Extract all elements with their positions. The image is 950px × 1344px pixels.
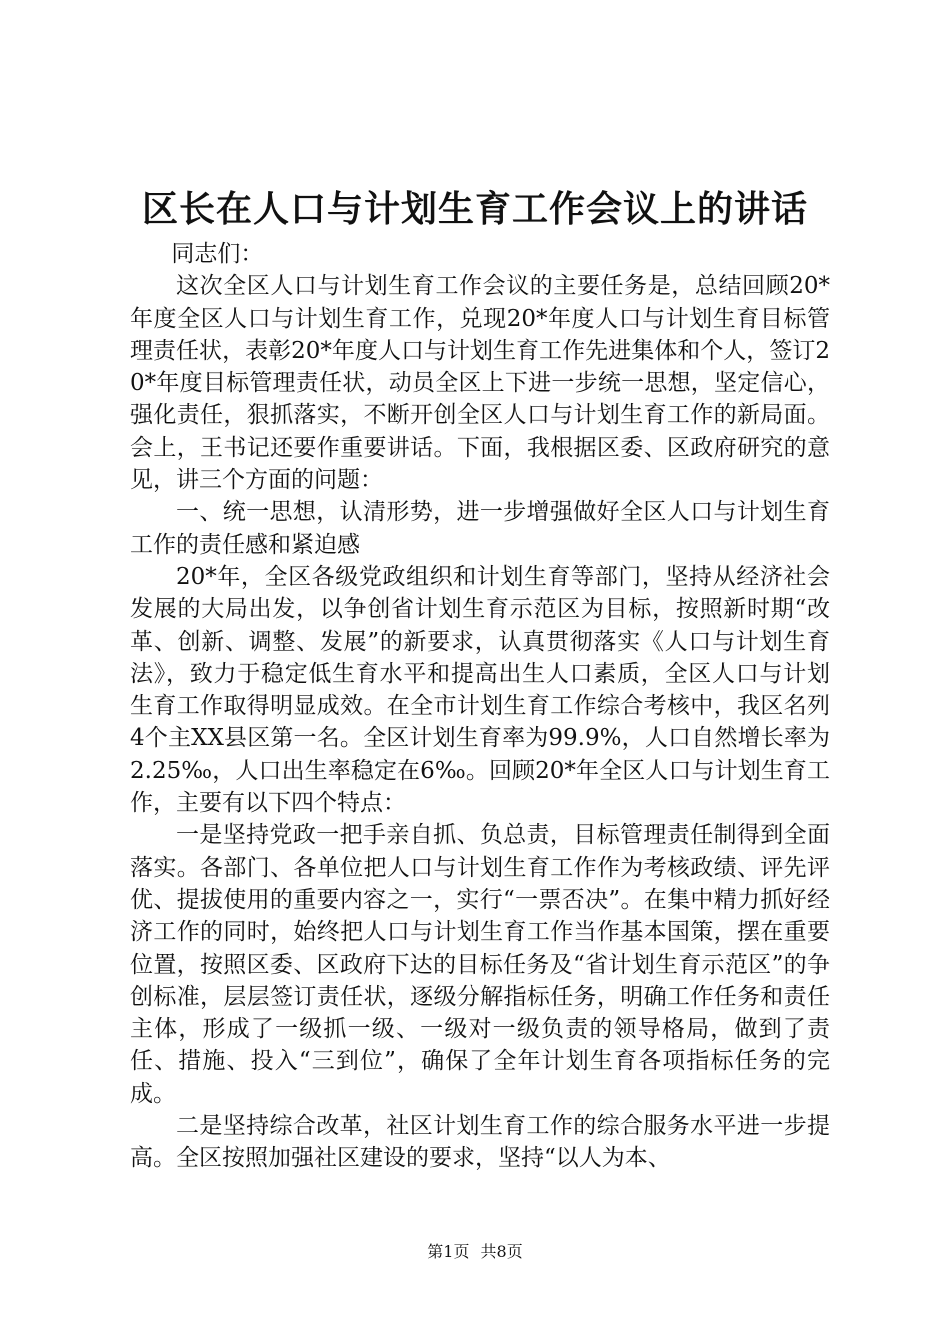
- document-body: [130, 238, 830, 1175]
- paragraph-point-1: 一是坚持党政一把手亲自抓、负总责，目标管理责任制得到全面落实。各部门、各单位把人口与计划生育工作作为考核政绩、评先评优、提拔使用的重要内容之一，实行“一票否决”。在集中精力抓好经济工作的同时，始终把人口与计划生育工作当作基本国策，摆在重要位置，按照区委、区政府下达的目标任务及“省计划生育示范区”的争创标准，层层签订责任状，逐级分解指标任务，明确工作任务和责任主体，形成了一级抓一级、一级对一级负责的领导格局，做到了责任、措施、投入“三到位”，确保了全年计划生育各项指标任务的完成。: [130, 822, 830, 1107]
- page-footer: [0, 1242, 950, 1262]
- paragraph-overview: 20*年，全区各级党政组织和计划生育等部门，坚持从经济社会发展的大局出发，以争创省计划生育示范区为目标，按照新时期“改革、创新、调整、发展”的新要求，认真贯彻落实《人口与计划生育法》，致力于稳定低生育水平和提高出生人口素质，全区人口与计划生育工作取得明显成效。在全市计划生育工作综合考核中，我区名列4个主XX县区第一名。全区计划生育率为99.9%，人口自然增长率为2.25‰，人口出生率稳定在6‰。回顾20*年全区人口与计划生育工作，主要有以下四个特点：: [130, 563, 830, 817]
- section-heading-1: 一、统一思想，认清形势，进一步增强做好全区人口与计划生育工作的责任感和紧迫感: [130, 499, 830, 558]
- page-total: 共8页: [480, 1242, 523, 1261]
- salutation: 同志们：: [171, 241, 264, 267]
- document-title: 区长在人口与计划生育工作会议上的讲话: [141, 188, 808, 230]
- paragraph-intro: 这次全区人口与计划生育工作会议的主要任务是，总结回顾20*年度全区人口与计划生育工作，兑现20*年度人口与计划生育目标管理责任状，表彰20*年度人口与计划生育工作先进集体和个人，签订20*年度目标管理责任状，动员全区上下进一步统一思想，坚定信心，强化责任，狠抓落实，不断开创全区人口与计划生育工作的新局面。会上，王书记还要作重要讲话。下面，我根据区委、区政府研究的意见，讲三个方面的问题：: [130, 273, 830, 494]
- page-number: 第1页: [427, 1242, 470, 1261]
- paragraph-point-2: 二是坚持综合改革，社区计划生育工作的综合服务水平进一步提高。全区按照加强社区建设的要求，坚持“以人为本、: [130, 1113, 830, 1172]
